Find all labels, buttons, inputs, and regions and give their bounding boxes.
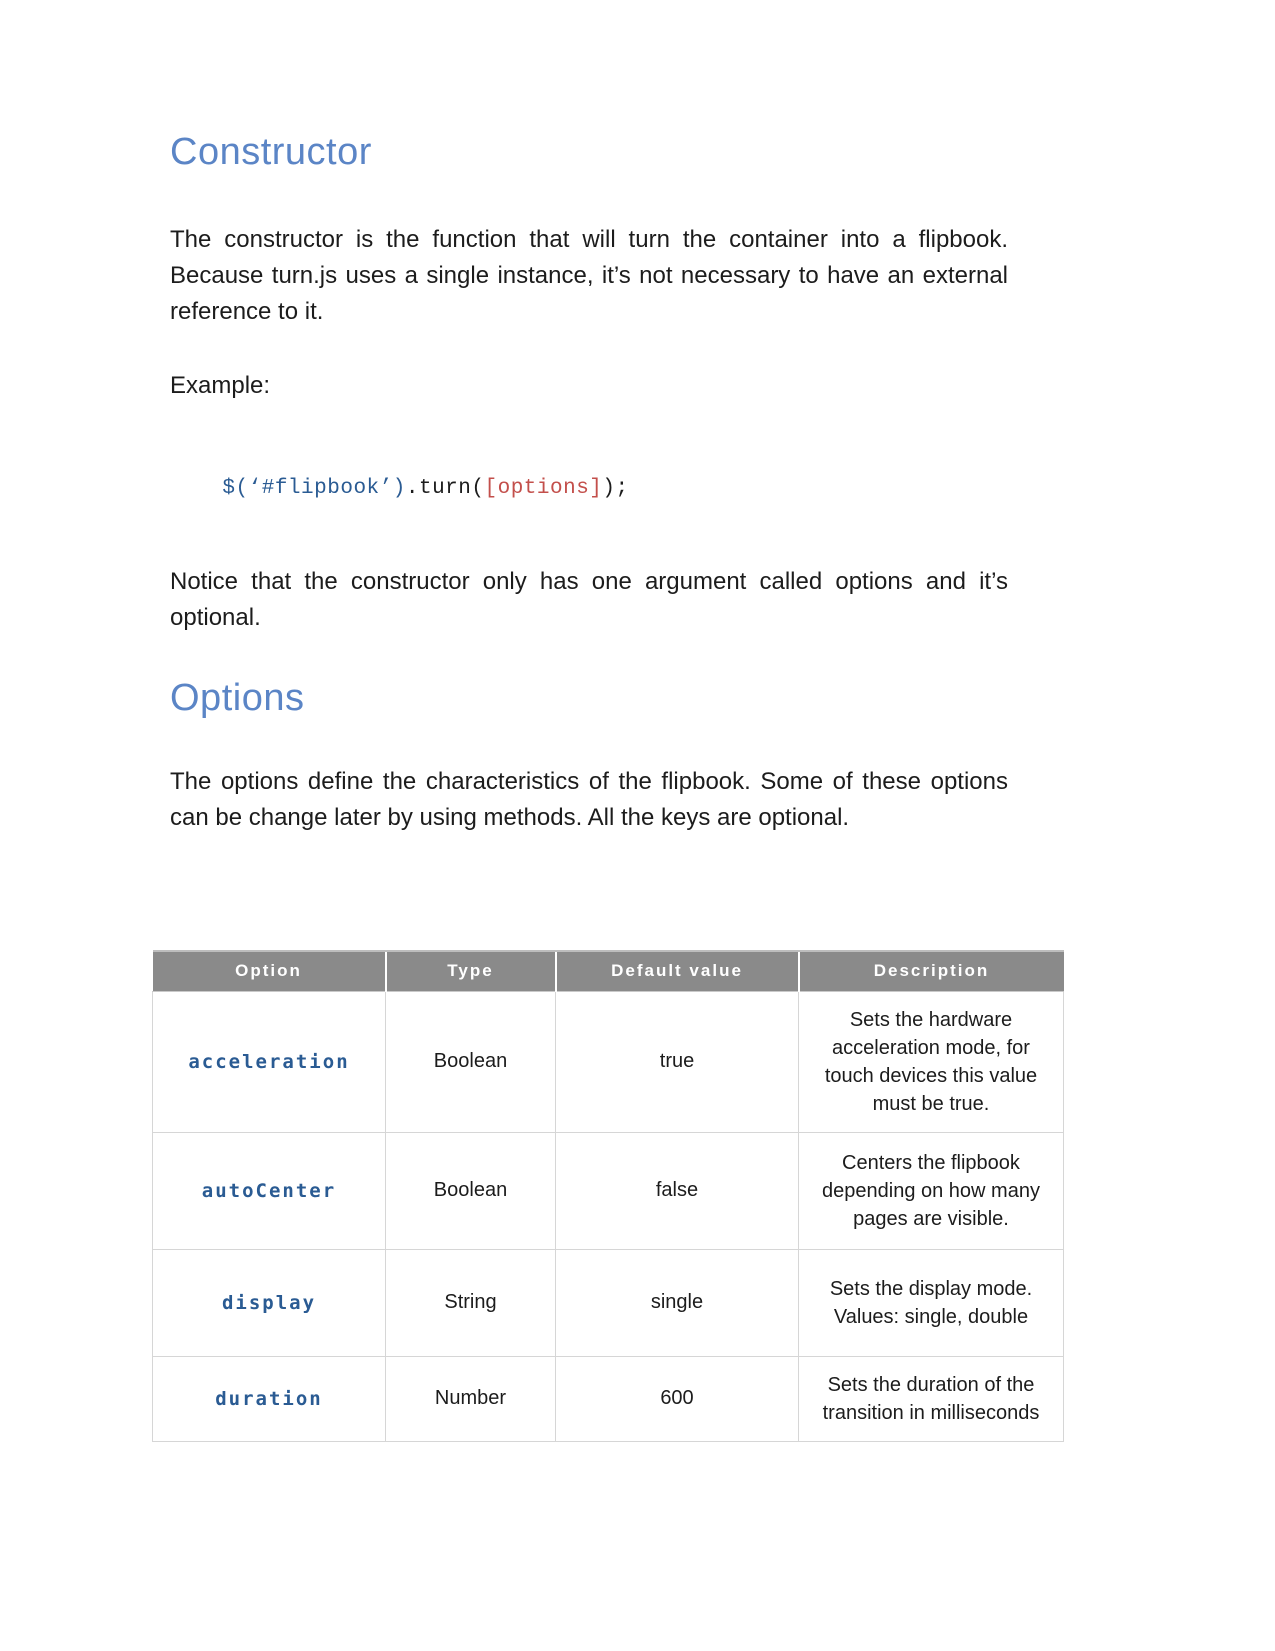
column-header-type: Type [386,951,556,991]
options-table [152,950,1064,1442]
header-row [153,951,1064,991]
type-cell: String [386,1249,556,1356]
code-closing: ); [602,477,629,500]
option-name-cell: duration [153,1356,386,1441]
type-cell: Number [386,1356,556,1441]
type-cell: Boolean [386,991,556,1132]
option-name-cell: display [153,1249,386,1356]
description-cell: Sets the duration of the transition in milliseconds [799,1356,1064,1441]
table-row-autocenter [153,1132,1064,1249]
column-header-description: Description [799,951,1064,991]
option-name-cell: autoCenter [153,1132,386,1249]
column-header-default: Default value [556,951,799,991]
example-label: Example: [170,372,271,399]
table-row-acceleration [153,991,1064,1132]
description-cell: Centers the flipbook depending on how many pages are visible. [799,1132,1064,1249]
heading-constructor: Constructor [170,131,372,173]
code-jquery-selector: $(‘#flipbook’) [222,477,406,500]
default-value-cell: single [556,1249,799,1356]
paragraph-constructor-intro: The constructor is the function that will turn the container into a flipbook. Because turn.js uses a single instance, it’s not necessary to have an external reference to it. [170,226,1008,325]
default-value-cell: false [556,1132,799,1249]
table-row-duration [153,1356,1064,1441]
default-value-cell: 600 [556,1356,799,1441]
option-name-cell: acceleration [153,991,386,1132]
heading-options: Options [170,677,305,719]
type-cell: Boolean [386,1132,556,1249]
default-value-cell: true [556,991,799,1132]
code-turn-call: .turn( [405,477,485,500]
paragraph-options-intro: The options define the characteristics of the flipbook. Some of these options can be change later by using methods. All the keys are optional. [170,768,1008,831]
paragraph-notice: Notice that the constructor only has one argument called options and it’s optional. [170,568,1008,631]
options-table-header [153,951,1064,991]
code-options-argument: [options] [484,477,603,500]
code-snippet [170,444,1275,534]
column-header-option: Option [153,951,386,991]
table-row-display [153,1249,1064,1356]
description-cell: Sets the display mode. Values: single, double [799,1249,1064,1356]
description-cell: Sets the hardware acceleration mode, for touch devices this value must be true. [799,991,1064,1132]
